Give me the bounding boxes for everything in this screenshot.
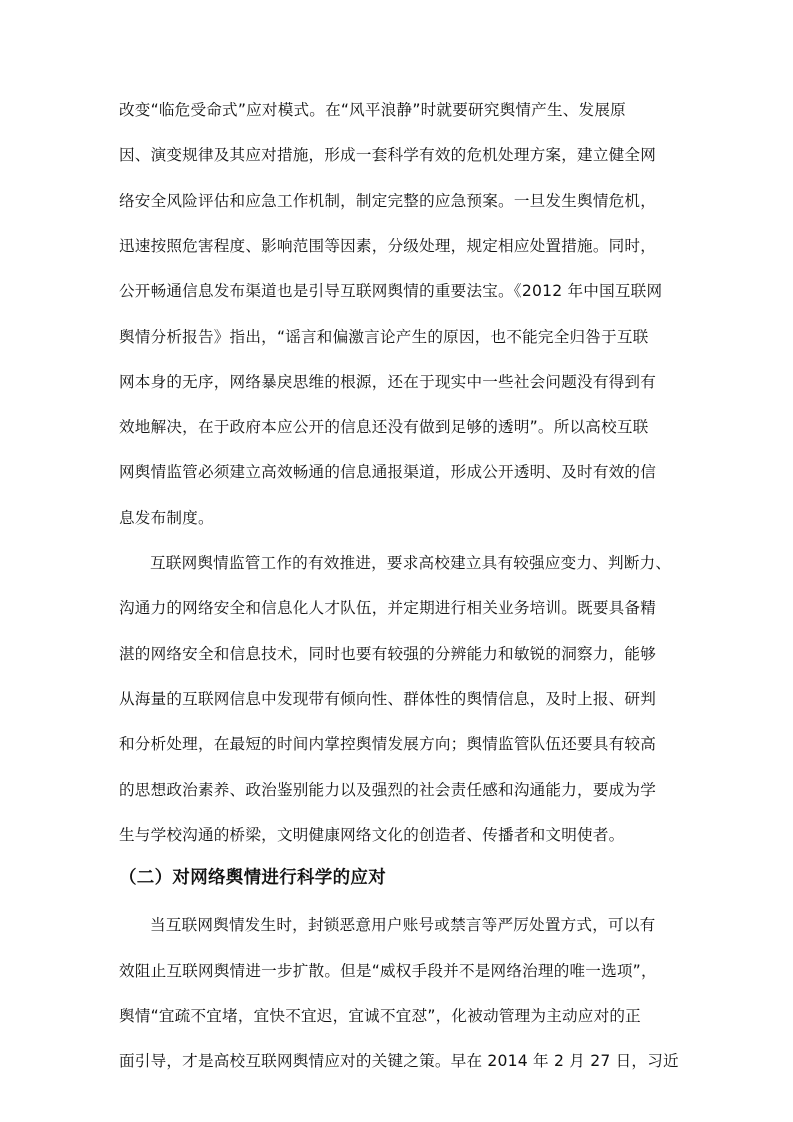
body-text-line: 湛的网络安全和信息技术，同时也要有较强的分辨能力和敏锐的洞察力，能够 (119, 645, 656, 663)
body-text-line: 沟通力的网络安全和信息化人才队伍，并定期进行相关业务培训。既要具备精 (119, 599, 656, 617)
section-heading: （二）对网络舆情进行科学的应对 (119, 868, 386, 888)
body-text-line: 网舆情监管必须建立高效畅通的信息通报渠道，形成公开透明、及时有效的信 (119, 463, 656, 481)
body-text-line: 舆情“宜疏不宜堵，宜快不宜迟，宜诚不宜怼”，化被动管理为主动应对的正 (119, 1007, 641, 1025)
body-text-line: 络安全风险评估和应急工作机制，制定完整的应急预案。一旦发生舆情危机， (119, 192, 656, 210)
body-text-line: 改变“临危受命式”应对模式。在“风平浪静”时就要研究舆情产生、发展原 (119, 101, 626, 119)
body-text-line: 当互联网舆情发生时，封锁恶意用户账号或禁言等严厉处置方式，可以有 (150, 916, 656, 934)
body-text-line: 迅速按照危害程度、影响范围等因素，分级处理，规定相应处置措施。同时， (119, 237, 656, 255)
body-text-line: 公开畅通信息发布渠道也是引导互联网舆情的重要法宝。《2012 年中国互联网 (119, 282, 663, 300)
body-text-line: 效地解决，在于政府本应公开的信息还没有做到足够的透明”。所以高校互联 (119, 418, 649, 436)
body-text-line: 的思想政治素养、政治鉴别能力以及强烈的社会责任感和沟通能力，要成为学 (119, 781, 656, 799)
body-text-line: 面引导，才是高校互联网舆情应对的关键之策。早在 2014 年 2 月 27 日，习近 (119, 1052, 679, 1070)
body-text-line: 网本身的无序，网络暴戾思维的根源，还在于现实中一些社会问题没有得到有 (119, 373, 656, 391)
body-text-line: 息发布制度。 (119, 509, 214, 527)
body-text-line: 生与学校沟通的桥梁，文明健康网络文化的创造者、传播者和文明使者。 (119, 826, 625, 844)
body-text-line: 舆情分析报告》指出，“谣言和偏激言论产生的原因，也不能完全归咎于互联 (119, 328, 649, 346)
body-text-line: 效阻止互联网舆情进一步扩散。但是“威权手段并不是网络治理的唯一选项”， (119, 962, 657, 980)
body-text-line: 从海量的互联网信息中发现带有倾向性、群体性的舆情信息，及时上报、研判 (119, 690, 656, 708)
body-text-line: 互联网舆情监管工作的有效推进，要求高校建立具有较强应变力、判断力、 (150, 554, 672, 572)
body-text-line: 因、演变规律及其应对措施，形成一套科学有效的危机处理方案，建立健全网 (119, 146, 656, 164)
body-text-line: 和分析处理，在最短的时间内掌控舆情发展方向；舆情监管队伍还要具有较高 (119, 735, 656, 753)
